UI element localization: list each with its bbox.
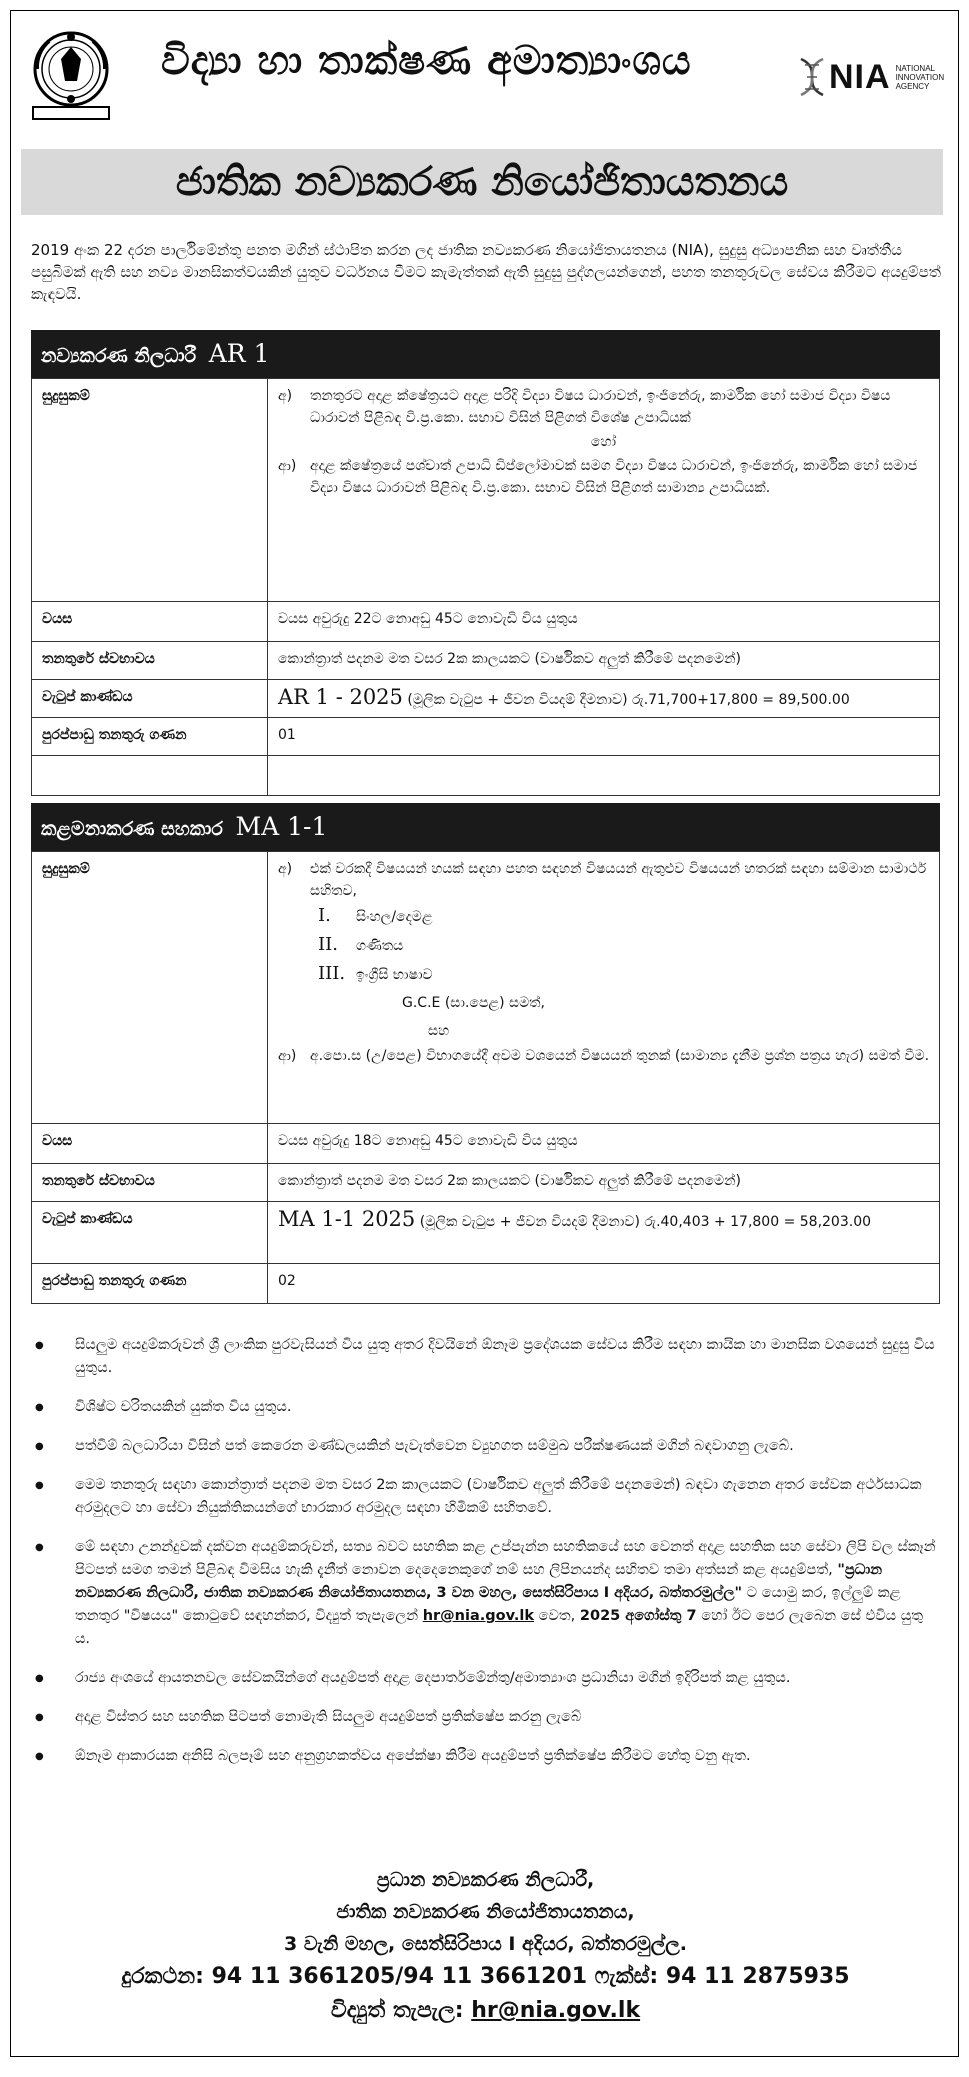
position-2-table: [31, 851, 940, 1304]
list-item: ● අදාළ විස්තර සහ සහතික පිටපත් නොමැති සියලුම අයදුම්පත් ප්‍රතික්ෂේප කරනු ලැබේ: [35, 1706, 940, 1729]
position-title: නව්‍යකරණ නිලධාරී: [41, 345, 197, 367]
email-link[interactable]: hr@nia.gov.lk: [471, 1998, 641, 2023]
list-item: ● මේ සඳහා උනන්දුවක් දක්වන අයදුම්කරුවන්, සත්‍ය බවට සහතික කළ උප්පැන්න සහතිකයේ සහ වෙනත් අදාළ සහතික සහ සේවා ලිපි වල ස්කෑන් පිටපත් සමග තමන් පිළිබඳ විමසිය හැකි දැනීත් නොවන දෙදෙනෙකුගේ නම් සහ ලිපිනයන්ද සහිතව තමා අත්සන් කළ අයදුම්පත්, "ප්‍රධාන නව්‍යකරණ නිලධාරී, ජාතික නව්‍යකරණ නියෝජිතායතනය, 3 වන මහල, සෙත්සිරිපාය I අදියර, බත්තරමුල්ල" ට යොමු කර, ඉල්ලුම් කළ තනතුර "විෂයය" කොටුවේ සඳහන්කර, විද්‍යුත් තැපැලෙන් hr@nia.gov.lk වෙත, 2025 අගෝස්තු 7 හෝ ඊට පෙර ලැබෙන සේ එවිය යුතු ය.: [35, 1536, 940, 1651]
list-item: ● ඕනෑම ආකාරයක අනිසි බලපෑම් සහ අනුග්‍රහකත්වය අපේක්ෂා කිරීම අයදුම්පත් ප්‍රතික්ෂේප කිරීමට හේතු වනු ඇත.: [35, 1745, 940, 1768]
list-item: ● රාජ්‍ය අංශයේ ආයතනවල සේවකයින්ගේ අයදුම්පත් අදාළ දෙපාර්තමේන්තු/අමාත්‍යාංශ ප්‍රධානියා මගින් ඉදිරිපත් කළ යුතුය.: [35, 1667, 940, 1690]
position-code: MA 1-1: [235, 812, 328, 841]
subject-list: I. සිංහල/දෙමළ II. ගණිතය III. ඉංග්‍රීසි භාෂාව G.C.E (සා.පෙළ) සමත්, සහ: [318, 902, 929, 1045]
table-row: [32, 642, 940, 680]
agency-title: ජාතික නව්‍යකරණ නියෝජිතායතනය: [21, 149, 943, 215]
header: [11, 11, 958, 139]
position-2-header: [31, 803, 940, 851]
position-1-header: [31, 330, 940, 378]
list-item: ● සියලුම අයදුම්කරුවන් ශ්‍රී ලාංකික පුරවැසියන් විය යුතු අතර දිවයිනේ ඕනෑම ප්‍රදේශයක සේවය කිරීම සඳහා කායික හා මානසික වශයෙන් සුදුසු විය යුතුය.: [35, 1334, 940, 1380]
row-label: පුරප්පාඩු තනතුරු ගණන: [32, 1264, 268, 1304]
table-row: [32, 379, 940, 602]
row-label: වැටුප් කාණ්ඩය: [32, 1202, 268, 1264]
nature-value: කොන්ත්‍රාත් පදනම මත වසර 2ක කාලයකට (වාර්ෂිකව අලුත් කිරීමේ පදනමෙන්): [268, 642, 940, 680]
list-item: ● විශිෂ්ට චරිතයකින් යුක්ත විය යුතුය.: [35, 1396, 940, 1419]
list-item: III. ඉංග්‍රීසි භාෂාව: [318, 963, 433, 984]
row-label: පුරප්පාඩු තනතුරු ගණන: [32, 718, 268, 756]
email-link[interactable]: hr@nia.gov.lk: [422, 1608, 534, 1624]
intro-paragraph: 2019 අංක 22 දරන පාර්ලිමේන්තු පනත මගින් ස්ථාපිත කරන ලද ජාතික නව්‍යකරණ නියෝජිතායතනය (NIA), සුදුසු අධ්‍යාපනික සහ වෘත්තීය පසුබිමක් ඇති සහ නව්‍ය මානසිකත්වයකින් යුතුව වර්ධනය වීමට කැමැත්තක් ඇති සුදුසු පුද්ගලයන්ගෙන්, පහත තනතුරුවල සේවය කිරීමට අයදුම්පත් කැඳවයි.: [31, 241, 941, 303]
deadline: 2025 අගෝස්තු 7: [579, 1608, 697, 1624]
table-row: [32, 1164, 940, 1202]
position-code: AR 1: [208, 339, 270, 368]
table-row: [32, 852, 940, 1124]
qualifications-cell: අ) තනතුරට අදාළ ක්ෂේත්‍රයට අදාළ පරිදි විද්‍යා විෂය ධාරාවන්, ඉංජිනේරු, කාර්මික හෝ සමාජ විද්‍යා විෂය ධාරාවන් පිළිබඳ වි.ප්‍ර.කො. සභාව විසින් පිළිගත් විශේෂ උපාධියක් හෝ ආ) අදාළ ක්ෂේත්‍රයේ පශ්චාත් උපාධි ඩිප්ලෝමාවක් සමග විද්‍යා විෂය ධාරාවන්, ඉංජිනේරු, කාර්මික හෝ සමාජ විද්‍යා විෂය ධාරාවන් පිළිබඳ වි.ප්‍ර.කො. සභාව විසින් පිළිගත් සාමාන්‍ය උපාධියක්.: [268, 379, 940, 602]
footer-line: 3 වැනි මහල, සෙත්සිරිපාය I අදියර, බත්තරමුල්ල.: [284, 1933, 687, 1955]
row-label: සුදුසුකම්: [32, 852, 268, 1124]
row-label: වැටුප් කාණ්ඩය: [32, 680, 268, 718]
advertisement-page: [10, 10, 959, 2057]
qualifications-cell: අ) එක් වරකදී විෂයයන් හයක් සඳහා පහත සඳහන් විෂයයන් ඇතුළුව විෂයයන් හතරක් සඳහා සම්මාන සාමාර්ථ සහිතව, I. සිංහල/දෙමළ II. ගණිතය III. ඉංග්‍රීසි භාෂාව G.C.E (සා.පෙළ) සමත්, සහ ආ) අ.පො.ස (උ/පෙළ) විභාගයේදී අවම වශයෙන් විෂයයන් තුනක් (සාමාන්‍ය දැනීම ප්‍රශ්න පත්‍රය හැර) සමත් වීම.: [268, 852, 940, 1124]
footer-line: ප්‍රධාන නව්‍යකරණ නිලධාරී,: [376, 1869, 595, 1891]
state-emblem-icon: [27, 23, 115, 125]
table-row: [32, 602, 940, 642]
table-row: [32, 680, 940, 718]
footer-email: විද්‍යුත් තැපැල: hr@nia.gov.lk: [330, 1998, 641, 2023]
nia-logo-mark: NIA: [829, 57, 891, 96]
position-title: කළමනාකරණ සහකාර: [41, 818, 223, 840]
list-item: ● පත්වීම් බලධාරියා විසින් පත් කෙරෙන මණ්ඩලයකින් පැවැත්වෙන ව්‍යුහගත සම්මුඛ පරීක්ෂණයක් මගින් බඳවාගනු ලැබේ.: [35, 1435, 940, 1458]
table-row: [32, 1202, 940, 1264]
application-address: "ප්‍රධාන නව්‍යකරණ නිලධාරී, ජාතික නව්‍යකරණ නියෝජිතායතනය, 3 වන මහල, සෙත්සිරිපාය I අදියර, බත්තරමුල්ල": [75, 1562, 883, 1601]
nia-logo: [795, 57, 944, 97]
table-row: [32, 718, 940, 756]
position-1-table: [31, 378, 940, 796]
dna-helix-icon: [795, 57, 829, 97]
footer-line: ජාතික නව්‍යකරණ නියෝජිතායතනය,: [336, 1901, 635, 1923]
row-label: වයස: [32, 1124, 268, 1164]
row-label: සුදුසුකම්: [32, 379, 268, 602]
nature-value: කොන්ත්‍රාත් පදනම මත වසර 2ක කාලයකට (වාර්ෂිකව අලුත් කිරීමේ පදනමෙන්): [268, 1164, 940, 1202]
ministry-name: විද්‍යා හා තාක්ෂණ අමාත්‍යාංශය: [161, 37, 692, 84]
row-label: තනතුරේ ස්වභාවය: [32, 1164, 268, 1202]
salary-value: MA 1-1 2025 (මූලික වැටුප + ජීවන වියදම් දීමනාව) රු.40,403 + 17,800 = 58,203.00: [268, 1202, 940, 1264]
table-row: [32, 1124, 940, 1164]
age-value: වයස අවුරුදු 22ට නොඅඩු 45ට නොවැඩි විය යුතුය: [268, 602, 940, 642]
row-label: තනතුරේ ස්වභාවය: [32, 642, 268, 680]
row-label: වයස: [32, 602, 268, 642]
age-value: වයස අවුරුදු 18ට නොඅඩු 45ට නොවැඩි විය යුතුය: [268, 1124, 940, 1164]
list-item: I. සිංහල/දෙමළ: [318, 905, 433, 926]
table-row: [32, 756, 940, 796]
footer-phone: දුරකථන: 94 11 3661205/94 11 3661201 ෆැක්ස්: 94 11 2875935: [121, 1964, 850, 1989]
list-item: ● මෙම තනතුරු සඳහා කොන්ත්‍රාත් පදනම මත වසර 2ක කාලයකට (වාර්ෂිකව අලුත් කිරීමේ පදනමෙන්) බඳවා ගැනෙන අතර සේවක අර්ථසාධක අරමුදලට හා සේවා නියුක්තිකයන්ගේ භාරකාර අරමුදල සඳහා හිමිකම් සහිතවේ.: [35, 1474, 940, 1520]
table-row: [32, 1264, 940, 1304]
vacancies-value: 01: [268, 718, 940, 756]
list-item: II. ගණිතය: [318, 934, 404, 955]
conditions-list: [35, 1334, 940, 1784]
footer: [11, 1864, 960, 2028]
vacancies-value: 02: [268, 1264, 940, 1304]
salary-value: AR 1 - 2025 (මූලික වැටුප + ජීවන වියදම් දීමනාව) රු.71,700+17,800 = 89,500.00: [268, 680, 940, 718]
nia-logo-text: NATIONAL INNOVATION AGENCY: [895, 63, 945, 91]
